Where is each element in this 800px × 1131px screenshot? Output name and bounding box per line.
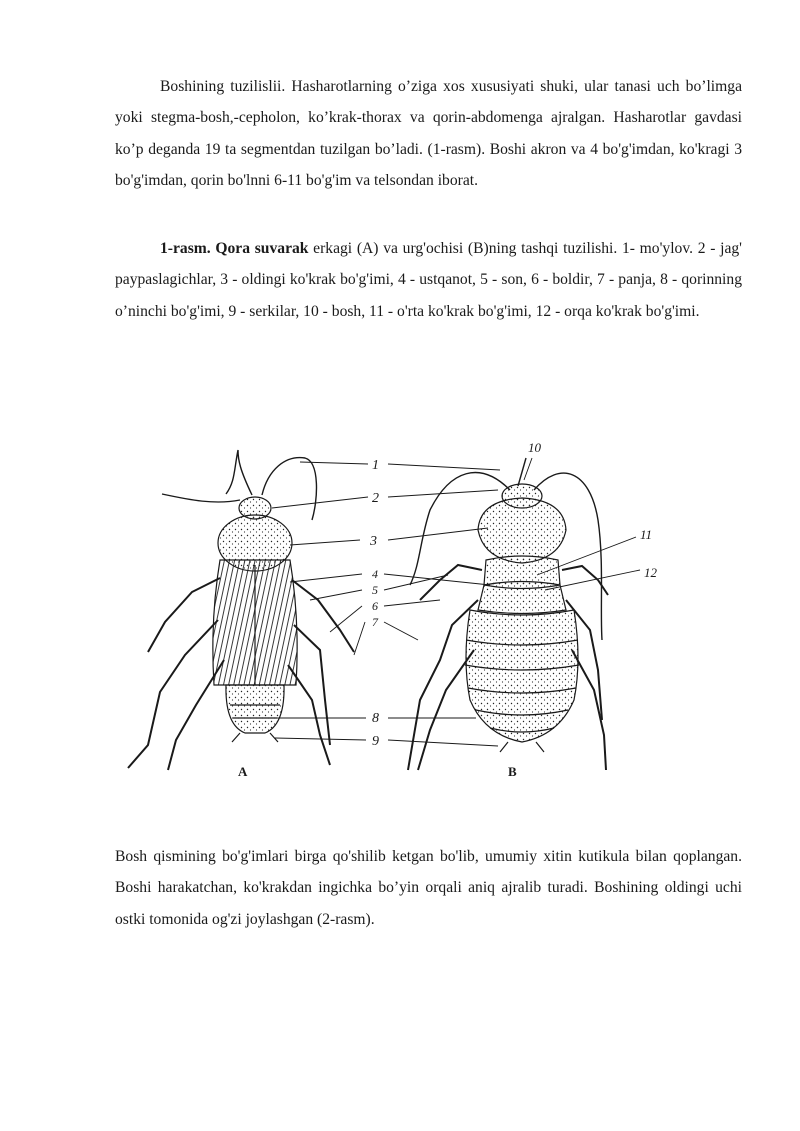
label-8: 8 — [372, 711, 379, 726]
label-12: 12 — [644, 565, 657, 580]
label-figure-a: A — [238, 764, 248, 779]
label-11: 11 — [640, 527, 653, 542]
female-cockroach-drawing — [408, 458, 608, 770]
label-7: 7 — [372, 615, 378, 629]
label-3: 3 — [370, 534, 377, 549]
label-figure-b: B — [508, 764, 517, 779]
label-4: 4 — [372, 567, 378, 581]
caption-title: 1-rasm. Qora suvarak — [160, 240, 309, 257]
caption-text: erkagi (A) va urg'ochisi (B)ning tashqi tuzilishi. 1- mo'ylov. 2 - jag' paypaslagichlar, 3 - oldingi ko'krak bo'g'imi, 4 - ustqanot, 5 - son, 6 - boldir, 7 - panja, 8 - qorinning o’ninchi bo'g'imi, 9 - serkilar, 10 - bosh, 11 - o'rta ko'krak bo'g'imi, 12 - orqa ko'krak bo'g'imi. — [115, 240, 742, 320]
paragraph-head-structure: Boshining tuzilislii. Hasharotlarning o’ziga xos xususiyati shuki, ular tanasi uch bo’limga yoki stegma-bosh,-cepholon, ko’krak-thorax va qorin-abdomenga ajralgan. Hasharotlar gavdasi ko’p deganda 19 ta segmentdan tuzilgan bo’ladi. (1-rasm). Boshi akron va 4 bo'g'imdan, ko'kragi 3 bo'g'imdan, qorin bo'lnni 6-11 bo'g'im va telsondan iborat. — [115, 78, 742, 190]
label-2: 2 — [372, 491, 379, 506]
label-10: 10 — [528, 440, 541, 455]
label-1: 1 — [372, 458, 379, 473]
paragraph-head-segments: Bosh qismining bo'g'imlari birga qo'shilib ketgan bo'lib, umumiy xitin kutikula bilan qoplangan. Boshi harakatchan, ko'krakdan ingichka bo’yin orqali aniq ajralib turadi. Boshining oldingi uchi ostki tomonida og'zi joylashgan (2-rasm). — [115, 848, 742, 928]
leader-lines — [265, 458, 640, 746]
label-6: 6 — [372, 599, 378, 613]
label-9: 9 — [372, 734, 379, 749]
male-cockroach-drawing — [128, 450, 354, 770]
label-5: 5 — [372, 583, 378, 597]
